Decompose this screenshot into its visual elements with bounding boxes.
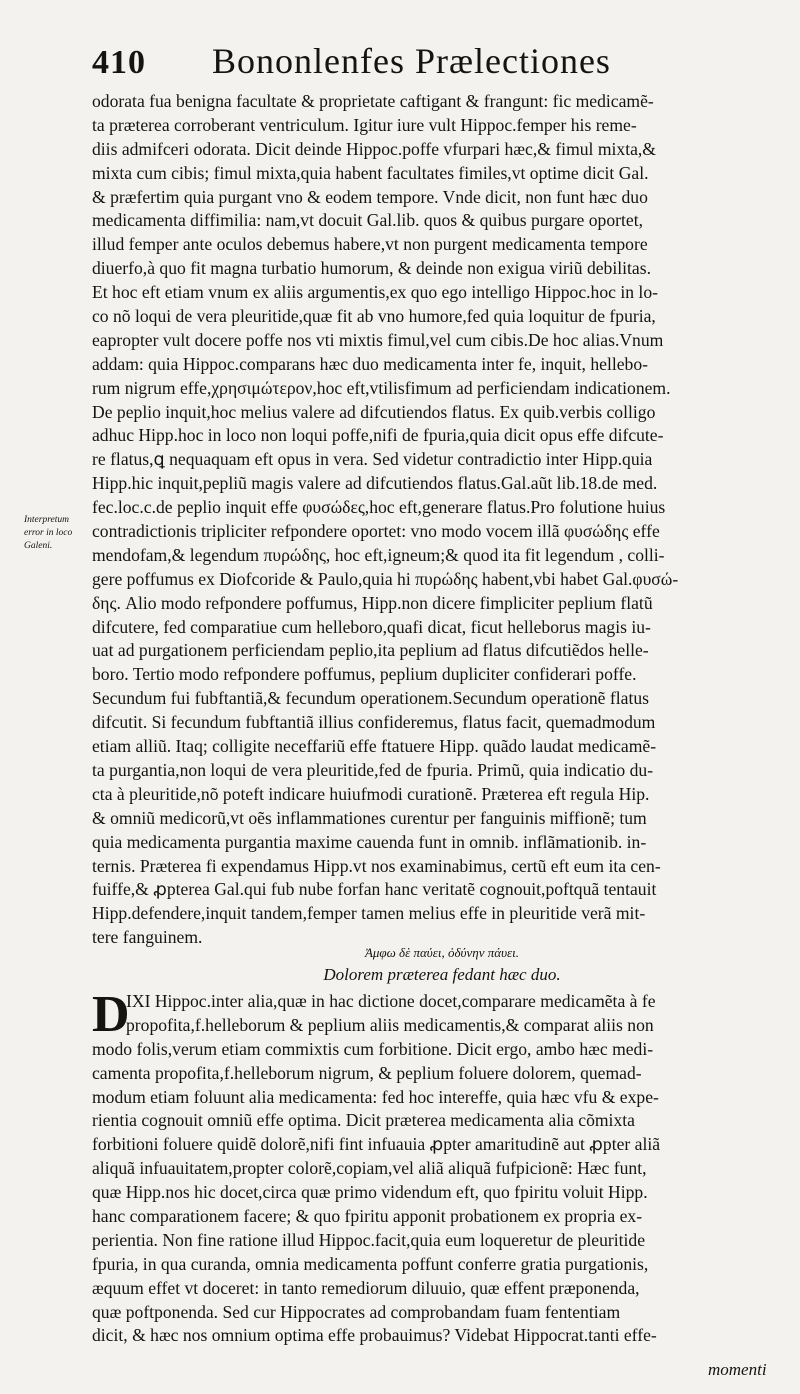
text-line: perientia. Non fine ratione illud Hippoc.facit,quia eum loqueretur de pleuritide xyxy=(92,1229,646,1250)
drop-capital: D xyxy=(92,986,130,1043)
text-line: mixta cum cibis; fimul mixta,quia habent facultates fimiles,vt optime dicit Gal. xyxy=(92,162,649,183)
text-line: camenta propofita,f.helleborum nigrum, & peplium foluere dolorem, quemad- xyxy=(92,1062,642,1083)
text-line: boro. Tertio modo refpondere poffumus, peplium dupliciter confiderari poffe. xyxy=(92,664,637,685)
text-line: quæ Hipp.nos hic docet,circa quæ primo videndum eft, quo fpiritu voluit Hipp. xyxy=(92,1182,648,1203)
text-line: ternis. Præterea fi expendamus Hipp.vt nos examinabimus, certũ eft eum ita cen- xyxy=(92,855,661,876)
text-line: propofita,f.helleborum & peplium aliis medicamentis,& comparat aliis non xyxy=(126,1014,654,1035)
text-line: forbitioni foluere quidẽ dolorẽ,nifi fint infuauia ꝓpter amaritudinẽ aut ꝓpter aliã xyxy=(92,1134,661,1155)
marginal-note-line: Interpretum xyxy=(24,515,70,525)
text-line: diis admifceri odorata. Dicit deinde Hippoc.poffe vfurpari hæc,& fimul mixta,& xyxy=(92,138,656,159)
text-line: contradictionis tripliciter refpondere oportet: vno modo vocem illã φυσώδης effe xyxy=(92,521,660,542)
text-line: etiam alliũ. Itaq; colligite neceffariũ effe ftatuere Hipp. quãdo laudat medicamẽ- xyxy=(92,736,657,757)
text-line: addam: quia Hippoc.comparans hæc duo medicamenta inter fe, inquit, hellebo- xyxy=(92,353,648,374)
marginal-note-line: error in loco xyxy=(24,528,73,538)
text-line: co nõ loqui de vera pleuritide,quæ fit ab vno humore,fed quia loquitur de fpuria, xyxy=(92,306,656,327)
catchword: momenti xyxy=(708,1360,767,1379)
marginal-note-line: Galeni. xyxy=(24,541,53,551)
text-line: hanc comparationem facere; & quo fpiritu apponit probationem ex propria ex- xyxy=(92,1206,643,1227)
text-line: difcutit. Si fecundum fubftantiã illius confideremus, flatus facit, quemadmodum xyxy=(92,712,656,733)
text-line: mendofam,& legendum πυρώδης, hoc eft,igneum;& quod ita fit legendum , colli- xyxy=(92,544,665,565)
commentary-text xyxy=(92,90,792,950)
text-line: Hipp.defendere,inquit tandem,femper tamen melius effe in pleuritide verã mit- xyxy=(92,903,646,924)
text-line: δης. Alio modo refpondere poffumus, Hipp.non dicere fimpliciter peplium flatũ xyxy=(92,592,653,613)
text-line: illud femper ante oculos debemus habere,vt non purgent medicamenta tempore xyxy=(92,234,648,255)
marginal-note xyxy=(24,514,94,553)
text-line: quæ poftponenda. Sed cur Hippocrates ad comprobandam fuam fententiam xyxy=(92,1301,621,1322)
text-line: Secundum fui fubftantiã,& fecundum operationem.Secundum operationẽ flatus xyxy=(92,688,649,709)
lemma-latin: Dolorem præterea fedant hæc duo. xyxy=(323,965,561,984)
running-title: Bononlenfes Prælectiones xyxy=(212,41,611,81)
text-line: & præfertim quia purgant vno & eodem tempore. Vnde dicit, non funt hæc duo xyxy=(92,186,648,207)
text-line: ta præterea corroberant ventriculum. Igitur iure vult Hippoc.femper his reme- xyxy=(92,114,637,135)
text-line: Hipp.hic inquit,pepliũ magis valere ad difcutiendos flatus.Gal.aũt lib.18.de med. xyxy=(92,473,658,494)
text-line: eapropter vult docere poffe nos vti mixtis fimul,vel cum cibis.De hoc alias.Vnum xyxy=(92,329,664,350)
text-line: dicit, & hæc nos omnium optima effe probauimus? Videbat Hippocrat.tanti effe- xyxy=(92,1325,657,1346)
lemma xyxy=(92,942,792,986)
text-line: ta purgantia,non loqui de vera pleuritide,fed de fpuria. Primũ, quia indicatio du- xyxy=(92,759,654,780)
text-line: odorata fua benigna facultate & proprietate caftigant & frangunt: fic medicamẽ- xyxy=(92,91,654,111)
running-header xyxy=(92,40,792,90)
text-line: difcutere, fed comparatiue cum helleboro,quafi dicat, ficut helleborus magis iu- xyxy=(92,616,651,637)
text-line: Et hoc eft etiam vnum ex aliis argumentis,ex quo ego intelligo Hippoc.hoc in lo- xyxy=(92,282,658,303)
text-line: tere fanguinem. xyxy=(92,927,203,948)
text-line: rientia cognouit omniũ effe optima. Dicit præterea medicamenta alia cõmixta xyxy=(92,1110,635,1131)
text-line: diuerfo,à quo fit magna turbatio humorum, & deinde non exigua viriũ debilitas. xyxy=(92,258,651,279)
text-line: aliquã infuauitatem,propter colorẽ,copiam,vel aliã aliquã fufpicionẽ: Hæc funt, xyxy=(92,1158,647,1179)
text-line: re flatus,ꝗ nequaquam eft opus in vera. Sed videtur contradictio inter Hipp.quia xyxy=(92,449,653,470)
lemma-greek: Ἀμφω δὲ παύει, ὀδύνην πάυει. xyxy=(364,945,520,960)
text-line: cta à pleuritide,nõ poteft indicare huiufmodi curationẽ. Præterea eft regula Hip. xyxy=(92,783,650,804)
text-line: & omniũ medicorũ,vt oẽs inflammationes curentur per fanguinis miffionẽ; tum xyxy=(92,807,647,828)
text-line: fpuria, in qua curanda, omnia medicamenta poffunt conferre gratia purgationis, xyxy=(92,1253,649,1274)
text-line: adhuc Hipp.hoc in loco non loqui poffe,nifi de fpuria,quia dicit opus effe difcute- xyxy=(92,425,664,446)
text-line: fuiffe,& ꝓpterea Gal.qui fub nube forfan hanc veritatẽ cognouit,poftquã tentauit xyxy=(92,879,657,900)
text-line: modo folis,verum etiam commixtis cum forbitione. Dicit ergo, ambo hæc medi- xyxy=(92,1038,654,1059)
text-line: rum nigrum effe,χρησιμώτερον,hoc eft,vtilisfimum ad perficiendam indicationem. xyxy=(92,377,671,398)
commentary-section xyxy=(92,986,792,1348)
text-line: fec.loc.c.de peplio inquit effe φυσώδες,hoc eft,generare flatus.Pro folutione huius xyxy=(92,497,666,518)
text-line: æquum effet vt doceret: in tanto remediorum diluuio, quæ effent præponenda, xyxy=(92,1277,640,1298)
text-line: quia medicamenta purgantia maxime cauenda funt in omnib. inflãmationib. in- xyxy=(92,831,647,852)
text-line: IXI Hippoc.inter alia,quæ in hac dictione docet,comparare medicamẽta à fe xyxy=(126,991,656,1011)
page-number: 410 xyxy=(92,44,146,81)
text-line: modum etiam foluunt alia medicamenta: fed hoc intereffe, quia hæc vfu & expe- xyxy=(92,1086,659,1107)
text-line: De peplio inquit,hoc melius valere ad difcutiendos flatus. Ex quib.verbis colligo xyxy=(92,401,656,422)
text-line: medicamenta diffimilia: nam,vt docuit Gal.lib. quos & quibus purgare oportet, xyxy=(92,210,643,231)
text-line: gere poffumus ex Diofcoride & Paulo,quia hi πυρώδης habent,vbi habet Gal.φυσώ- xyxy=(92,568,679,589)
text-line: uat ad purgationem perficiendam peplio,ita peplium ad flatus difcutiẽdos helle- xyxy=(92,640,649,661)
